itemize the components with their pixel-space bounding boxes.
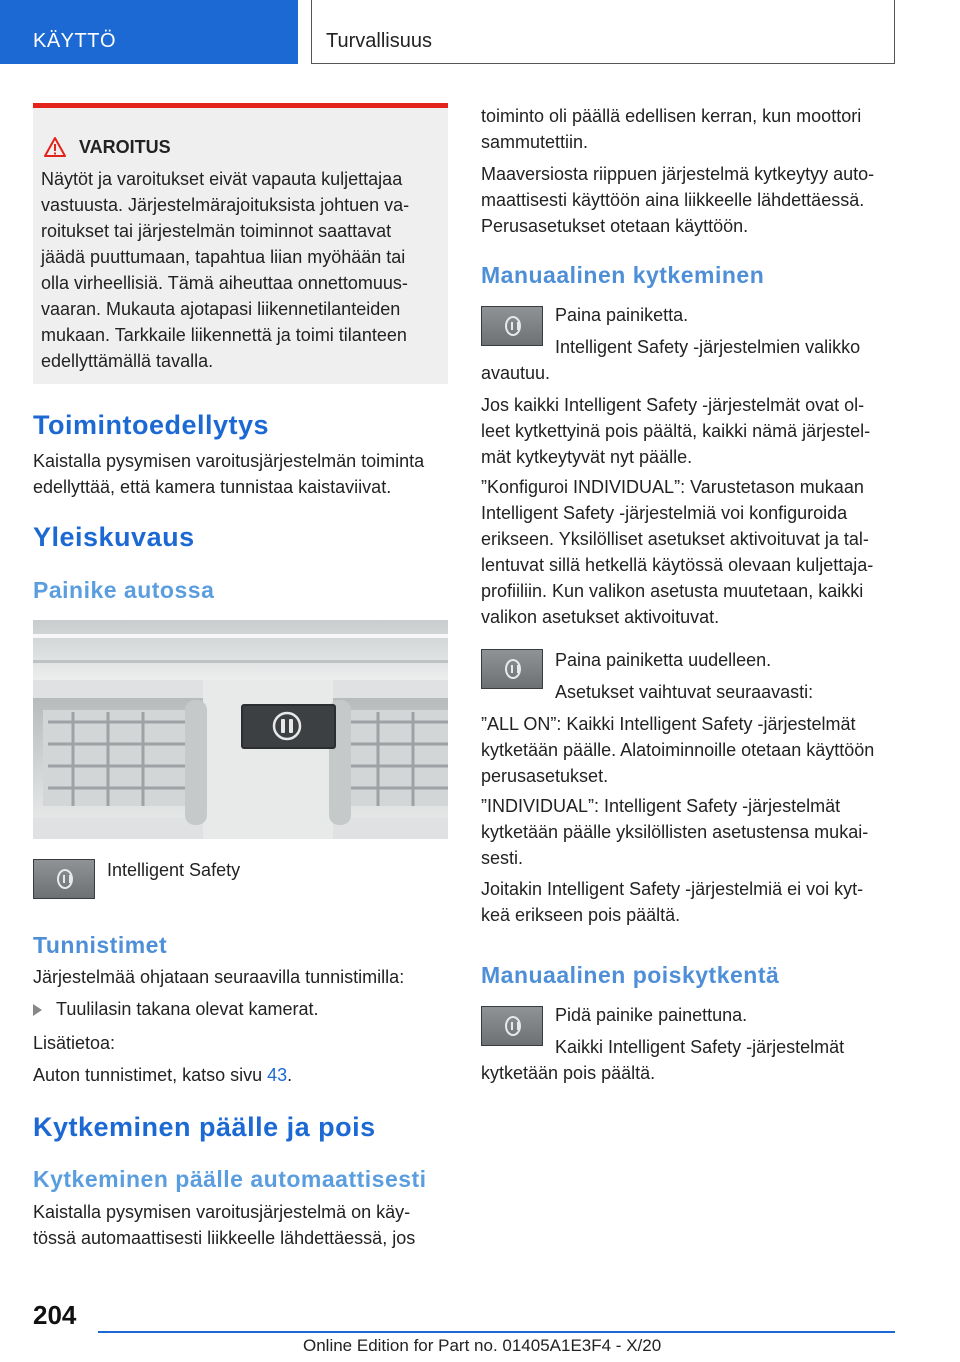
button-caption: Intelligent Safety	[107, 860, 241, 880]
warning-line: vaaran. Mukauta ajotapasi liikennetilanteiden	[41, 299, 401, 319]
warning-line: olla virheellisiä. Tämä aiheuttaa onnettomuus-	[41, 273, 408, 293]
chapter-tab	[311, 0, 895, 64]
text-line: mät kytkeytyvät nyt päälle.	[481, 447, 693, 467]
heading-switch-on-off: Kytkeminen päälle ja pois	[33, 1112, 376, 1142]
menu-opens-text-cont: avautuu.	[481, 363, 551, 383]
section-tab	[0, 0, 298, 64]
all-on-text	[481, 711, 901, 789]
warning-line: mukaan. Tarkkaile liikennettä ja toimi tilanteen	[41, 325, 407, 345]
settings-change-text: Asetukset vaihtuvat seuraavasti:	[555, 682, 814, 702]
chapter-title: Turvallisuus	[326, 30, 432, 52]
text-line: sesti.	[481, 848, 524, 868]
text-line: sammutettiin.	[481, 132, 589, 152]
all-off-info-text	[481, 392, 901, 470]
intelligent-safety-button-icon	[481, 649, 543, 689]
footer-rule	[98, 1331, 895, 1333]
see-page-reference	[33, 1062, 292, 1088]
page-number: 204	[33, 1300, 77, 1330]
menu-opens-text: Intelligent Safety -järjestelmien valikko	[555, 337, 861, 357]
text-line: Kaistalla pysymisen varoitusjärjestelmän toiminta	[33, 451, 425, 471]
prerequisite-text	[33, 448, 453, 500]
heading-overview: Yleiskuvaus	[33, 522, 195, 552]
heading-button-in-car: Painike autossa	[33, 577, 215, 603]
all-off-text-cont: kytketään pois päältä.	[481, 1063, 656, 1083]
warning-line: Näytöt ja varoitukset eivät vapauta kuljettajaa	[41, 169, 403, 189]
text-line: Jos kaikki Intelligent Safety -järjestelmät ovat ol-	[481, 395, 865, 415]
edition-text: Online Edition for Part no. 01405A1E3F4 - X/20	[303, 1336, 662, 1355]
text-line: tössä automaattisesti liikkeelle lähdettäessä, jos	[33, 1228, 416, 1248]
text-line: ”INDIVIDUAL”: Intelligent Safety -järjestelmät	[481, 796, 841, 816]
press-again-text: Paina painiketta uudelleen.	[555, 650, 772, 670]
heading-prerequisite: Toimintoedellytys	[33, 410, 270, 440]
text-line: ”Konfiguroi INDIVIDUAL”: Varustetason mukaan	[481, 477, 864, 497]
text-line: keä erikseen pois päältä.	[481, 905, 681, 925]
text-line: valikon asetukset aktivoituvat.	[481, 607, 720, 627]
warning-line: vastuusta. Järjestelmärajoituksista johtuen va-	[41, 195, 410, 215]
text-line: Perusasetukset otetaan käyttöön.	[481, 216, 749, 236]
intelligent-safety-button-icon	[481, 1006, 543, 1046]
text-line: ”ALL ON”: Kaikki Intelligent Safety -järjestelmät	[481, 714, 856, 734]
warning-line: jäädä puuttumaan, tapahtua liian myöhään tai	[41, 247, 406, 267]
configure-individual-text	[481, 474, 901, 630]
heading-auto-on: Kytkeminen päälle automaattisesti	[33, 1166, 427, 1192]
see-page-end: .	[287, 1065, 293, 1085]
warning-triangle-icon	[43, 136, 67, 158]
text-line: perusasetukset.	[481, 766, 609, 786]
car-button-photo	[33, 620, 448, 839]
more-info-label: Lisätietoa:	[33, 1033, 116, 1053]
text-line: profiiliin. Kun valikon asetusta muutetaan, kaikki	[481, 581, 864, 601]
auto-on-text	[33, 1199, 453, 1251]
heading-manual-on: Manuaalinen kytkeminen	[481, 262, 765, 288]
some-systems-text	[481, 876, 901, 928]
triangle-bullet-icon	[33, 1004, 42, 1016]
page-link[interactable]: 43	[267, 1065, 288, 1085]
intelligent-safety-button-icon	[481, 306, 543, 346]
warning-title	[43, 136, 171, 158]
dashboard-vents-illustration	[33, 620, 448, 839]
country-version-text	[481, 161, 901, 239]
warning-line: edellyttämällä tavalla.	[41, 351, 214, 371]
text-line: Kaistalla pysymisen varoitusjärjestelmä on käy-	[33, 1202, 411, 1222]
individual-text	[481, 793, 901, 871]
see-page-text: Auton tunnistimet, katso sivu	[33, 1065, 268, 1085]
text-line: erikseen. Yksilölliset asetukset aktivoituvat ja tal-	[481, 529, 869, 549]
text-line: Joitakin Intelligent Safety -järjestelmiä ei voi kyt-	[481, 879, 864, 899]
sensors-bullet	[33, 996, 318, 1022]
warning-box	[33, 103, 448, 384]
bullet-text: Tuulilasin takana olevat kamerat.	[56, 999, 319, 1019]
intelligent-safety-button-icon	[33, 859, 95, 899]
text-line: Maaversiosta riippuen järjestelmä kytkeytyy auto-	[481, 164, 875, 184]
warning-line: roitukset tai järjestelmän toiminnot saattavat	[41, 221, 392, 241]
press-button-text: Paina painiketta.	[555, 305, 689, 325]
section-title: KÄYTTÖ	[33, 30, 117, 52]
warning-text	[41, 166, 441, 374]
text-line: maattisesti käyttöön aina liikkeelle lähdettäessä.	[481, 190, 865, 210]
text-line: leet kytkettyinä pois päältä, kaikki nämä järjestel-	[481, 421, 871, 441]
text-line: lentuvat sillä hetkellä käytössä olevaan kuljettaja-	[481, 555, 874, 575]
text-line: Intelligent Safety -järjestelmiä voi konfiguroida	[481, 503, 848, 523]
text-line: kytketään päälle yksilöllisten asetustensa mukai-	[481, 822, 869, 842]
all-off-text: Kaikki Intelligent Safety -järjestelmät	[555, 1037, 845, 1057]
heading-manual-off: Manuaalinen poiskytkentä	[481, 962, 780, 988]
text-line: edellyttää, että kamera tunnistaa kaistaviivat.	[33, 477, 392, 497]
hold-button-text: Pidä painike painettuna.	[555, 1005, 748, 1025]
warning-title-text: VAROITUS	[79, 136, 171, 157]
text-line: kytketään päälle. Alatoiminnoille otetaan käyttöön	[481, 740, 875, 760]
continuation-text	[481, 103, 901, 155]
text-line: toiminto oli päällä edellisen kerran, kun moottori	[481, 106, 862, 126]
heading-sensors: Tunnistimet	[33, 932, 168, 958]
sensors-intro: Järjestelmää ohjataan seuraavilla tunnistimilla:	[33, 967, 405, 987]
